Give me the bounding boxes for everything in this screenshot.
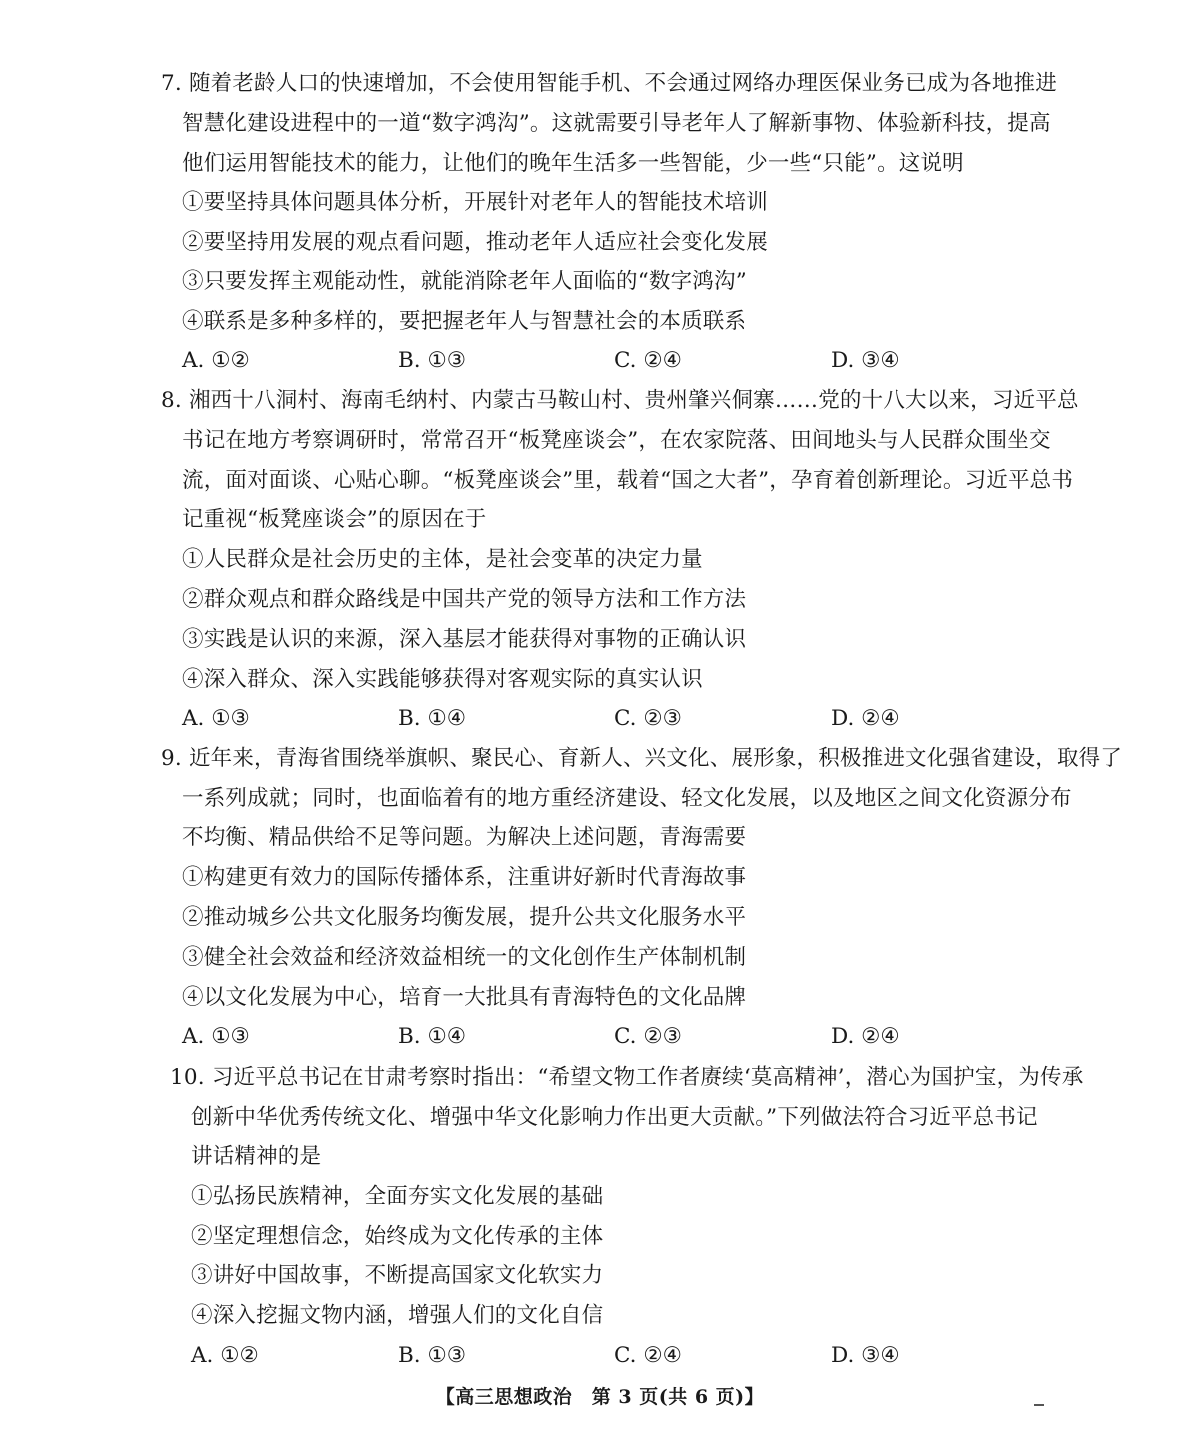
statement: ②坚定理想信念，始终成为文化传承的主体 [191, 1224, 604, 1249]
option-d: D. ②④ [831, 706, 900, 731]
option-d: D. ③④ [831, 348, 900, 373]
statement: ①构建更有效力的国际传播体系，注重讲好新时代青海故事 [182, 865, 747, 890]
question-stem-line: 7. 随着老龄人口的快速增加，不会使用智能手机、不会通过网络办理医保业务已成为各地推进 [161, 71, 1057, 96]
option-a: A. ①③ [182, 1024, 250, 1049]
option-c: C. ②④ [614, 1343, 682, 1368]
option-b: B. ①④ [398, 1024, 467, 1049]
statement: ③讲好中国故事，不断提高国家文化软实力 [191, 1263, 604, 1288]
statement: ①要坚持具体问题具体分析，开展针对老年人的智能技术培训 [182, 190, 768, 215]
statement: ②群众观点和群众路线是中国共产党的领导方法和工作方法 [182, 587, 747, 612]
question-stem-line: 9. 近年来，青海省围绕举旗帜、聚民心、育新人、兴文化、展形象，积极推进文化强省建设，取得了 [161, 746, 1123, 771]
question-stem-line: 记重视“板凳座谈会”的原因在于 [182, 507, 487, 532]
scan-mark [1034, 1404, 1044, 1406]
question-stem-line: 创新中华优秀传统文化、增强中华文化影响力作出更大贡献。”下列做法符合习近平总书记 [191, 1105, 1038, 1130]
option-b: B. ①③ [398, 348, 467, 373]
option-a: A. ①③ [182, 706, 250, 731]
statement: ④以文化发展为中心，培育一大批具有青海特色的文化品牌 [182, 985, 747, 1010]
statement: ④联系是多种多样的，要把握老年人与智慧社会的本质联系 [182, 309, 747, 334]
option-b: B. ①④ [398, 706, 467, 731]
option-c: C. ②③ [614, 1024, 682, 1049]
statement: ③只要发挥主观能动性，就能消除老年人面临的“数字鸿沟” [182, 269, 747, 294]
option-b: B. ①③ [398, 1343, 467, 1368]
question-stem-line: 智慧化建设进程中的一道“数字鸿沟”。这就需要引导老年人了解新事物、体验新科技，提高 [182, 111, 1051, 136]
option-d: D. ②④ [831, 1024, 900, 1049]
statement: ①弘扬民族精神，全面夯实文化发展的基础 [191, 1184, 604, 1209]
question-stem-line: 流，面对面谈、心贴心聊。“板凳座谈会”里，载着“国之大者”，孕育着创新理论。习近平总书 [182, 468, 1074, 493]
page-footer: 【高三思想政治 第 3 页(共 6 页)】 [435, 1386, 765, 1408]
statement: ④深入群众、深入实践能够获得对客观实际的真实认识 [182, 667, 703, 692]
question-stem-line: 10. 习近平总书记在甘肃考察时指出：“希望文物工作者赓续‘莫高精神’，潜心为国护宝，为传承 [170, 1065, 1084, 1090]
option-d: D. ③④ [831, 1343, 900, 1368]
statement: ②要坚持用发展的观点看问题，推动老年人适应社会变化发展 [182, 230, 768, 255]
option-c: C. ②③ [614, 706, 682, 731]
statement: ④深入挖掘文物内涵，增强人们的文化自信 [191, 1303, 604, 1328]
statement: ②推动城乡公共文化服务均衡发展，提升公共文化服务水平 [182, 905, 747, 930]
option-c: C. ②④ [614, 348, 682, 373]
statement: ③健全社会效益和经济效益相统一的文化创作生产体制机制 [182, 945, 747, 970]
option-a: A. ①② [191, 1343, 259, 1368]
question-stem-line: 一系列成就；同时，也面临着有的地方重经济建设、轻文化发展，以及地区之间文化资源分布 [182, 786, 1072, 811]
statement: ③实践是认识的来源，深入基层才能获得对事物的正确认识 [182, 627, 747, 652]
option-a: A. ①② [182, 348, 250, 373]
question-stem-line: 不均衡、精品供给不足等问题。为解决上述问题，青海需要 [182, 825, 747, 850]
question-stem-line: 讲话精神的是 [191, 1144, 322, 1169]
question-stem-line: 书记在地方考察调研时，常常召开“板凳座谈会”，在农家院落、田间地头与人民群众围坐交 [182, 428, 1051, 453]
statement: ①人民群众是社会历史的主体，是社会变革的决定力量 [182, 547, 703, 572]
question-stem-line: 8. 湘西十八洞村、海南毛纳村、内蒙古马鞍山村、贵州肇兴侗寨……党的十八大以来，习近平总 [161, 388, 1079, 413]
question-stem-line: 他们运用智能技术的能力，让他们的晚年生活多一些智能，少一些“只能”。这说明 [182, 151, 964, 176]
